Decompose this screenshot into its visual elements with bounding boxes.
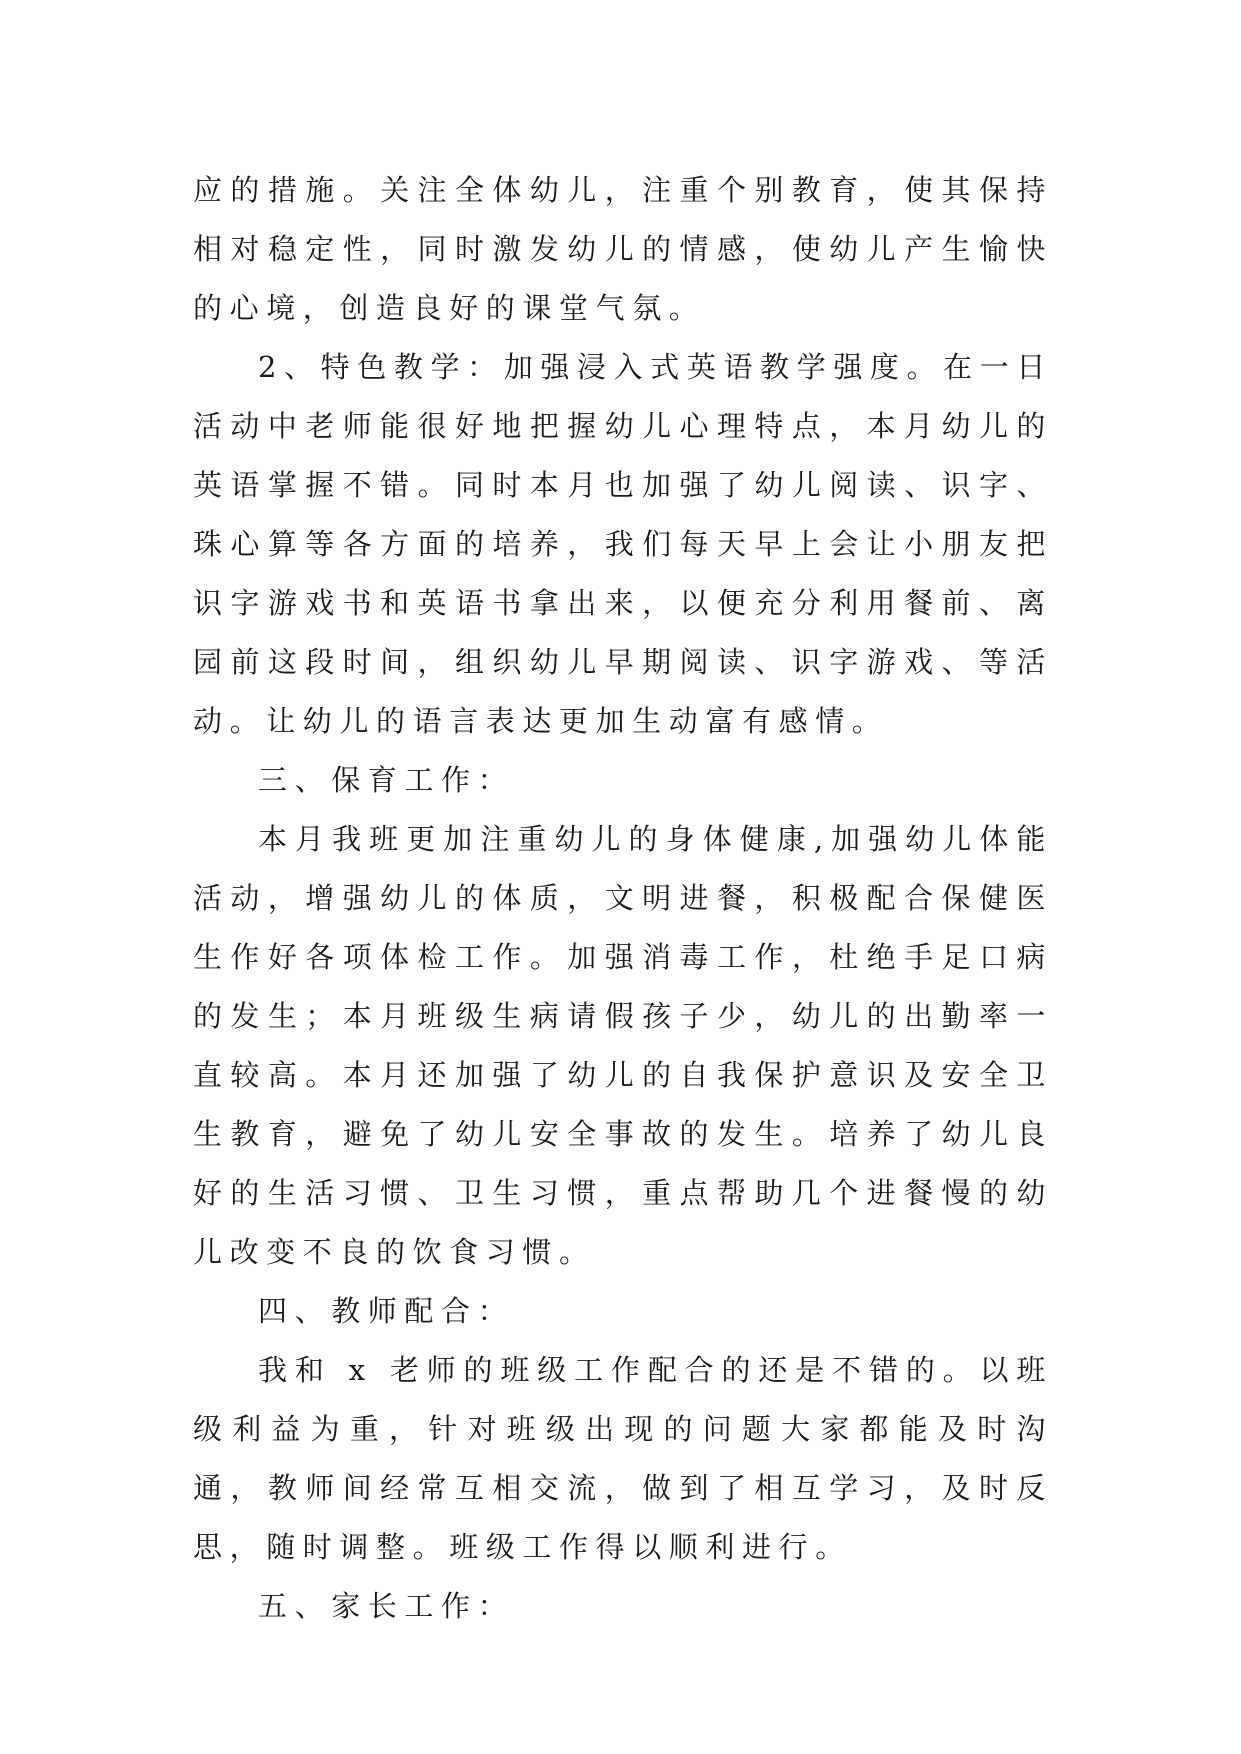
paragraph-continuation: 应的措施。关注全体幼儿，注重个别教育，使其保持相对稳定性，同时激发幼儿的情感，使幼儿产生愉快的心境，创造良好的课堂气氛。	[193, 173, 1053, 325]
heading-care-work: 三、保育工作：	[258, 763, 515, 797]
paragraph-teacher-cooperation: 我和 x 老师的班级工作配合的还是不错的。以班级利益为重，针对班级出现的问题大家都能及时沟通，教师间经常互相交流，做到了相互学习，及时反思，随时调整。班级工作得以顺利进行。	[193, 1353, 1053, 1564]
paragraph-care-work: 本月我班更加注重幼儿的身体健康,加强幼儿体能活动，增强幼儿的体质，文明进餐，积极配合保健医生作好各项体检工作。加强消毒工作，杜绝手足口病的发生；本月班级生病请假孩子少，幼儿的出勤率一直较高。本月还加强了幼儿的自我保护意识及安全卫生教育，避免了幼儿安全事故的发生。培养了幼儿良好的生活习惯、卫生习惯，重点帮助几个进餐慢的幼儿改变不良的饮食习惯。	[193, 822, 1053, 1269]
heading-teacher-cooperation: 四、教师配合：	[258, 1294, 515, 1328]
document-body	[193, 161, 1053, 1636]
heading-parent-work: 五、家长工作：	[258, 1589, 515, 1623]
paragraph-special-teaching: 2、特色教学：加强浸入式英语教学强度。在一日活动中老师能很好地把握幼儿心理特点，本月幼儿的英语掌握不错。同时本月也加强了幼儿阅读、识字、珠心算等各方面的培养，我们每天早上会让小朋友把识字游戏书和英语书拿出来，以便充分利用餐前、离园前这段时间，组织幼儿早期阅读、识字游戏、等活动。让幼儿的语言表达更加生动富有感情。	[193, 350, 1053, 738]
